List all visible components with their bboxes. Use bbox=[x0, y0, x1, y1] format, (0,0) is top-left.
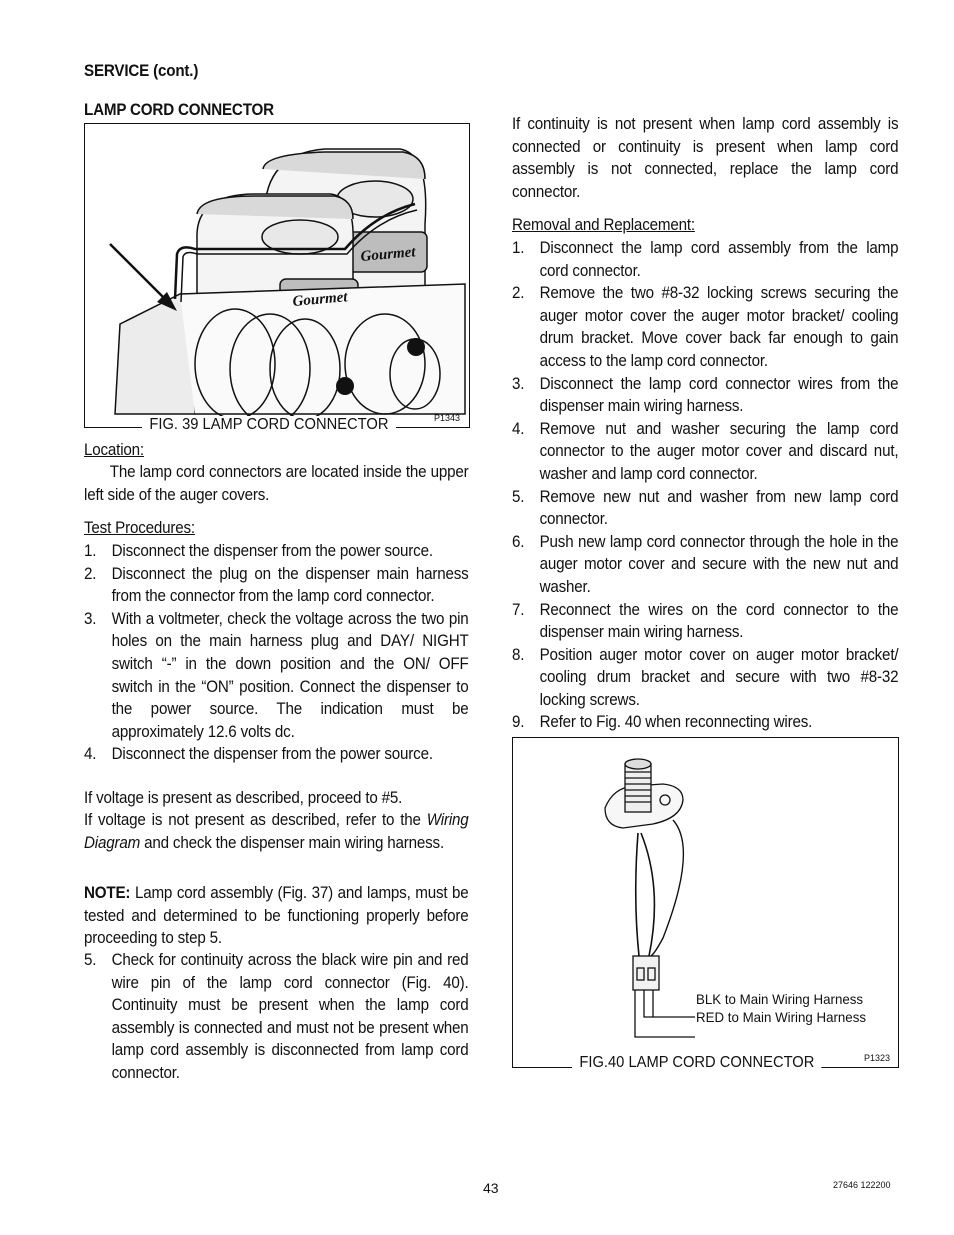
list-item: 5. Check for continuity across the black wire pin and red wire pin of the lamp cord connector (Fig. 40). Continuity must be present when the lamp cord assembly is connected and must not be present when lamp cord assembly is disconnected from lamp cord connector. bbox=[84, 951, 469, 1082]
document-code: 27646 122200 bbox=[833, 1180, 891, 1190]
list-item: 6. Push new lamp cord connector through the hole in the auger motor cover and secure with the new nut and washer. bbox=[512, 532, 899, 596]
removal-steps-list bbox=[512, 237, 898, 734]
test-steps-list bbox=[84, 540, 469, 766]
dispenser-illustration bbox=[85, 124, 468, 426]
figure-39 bbox=[84, 123, 470, 428]
section-heading: SERVICE (cont.) bbox=[84, 62, 199, 80]
if-voltage-not-present: If voltage is not present as described, refer to the Wiring Diagram and check the dispenser main wiring harness. bbox=[84, 811, 469, 852]
list-item: 5. Remove new nut and washer from new lamp cord connector. bbox=[512, 487, 899, 529]
if-voltage-present: If voltage is present as described, proceed to #5. bbox=[84, 789, 403, 807]
list-item: 9. Refer to Fig. 40 when reconnecting wires. bbox=[512, 713, 813, 732]
list-item: 3. With a voltmeter, check the voltage across the two pin holes on the main harness plug and DAY/ NIGHT switch “-” in the down position and the ON/ OFF switch in the “ON” position. Connect the dispenser to the power source. The indication must be approximately 12.6 volts dc. bbox=[84, 609, 469, 741]
list-item: 2. Remove the two #8-32 locking screws securing the auger motor cover the auger motor bracket/ cooling drum bracket. Move cover back far enough to gain access to the lamp cord connector. bbox=[512, 284, 899, 370]
red-wire-label: RED to Main Wiring Harness bbox=[696, 1009, 866, 1025]
list-item: 4. Remove nut and washer securing the lamp cord connector to the auger motor cover and discard nut, washer and lamp cord connector. bbox=[512, 419, 899, 483]
list-item: 4. Disconnect the dispenser from the power source. bbox=[84, 745, 433, 764]
blk-wire-label: BLK to Main Wiring Harness bbox=[696, 991, 864, 1007]
brand-logo-left: Gourmet bbox=[291, 289, 349, 310]
test-step-5 bbox=[84, 949, 469, 1085]
removal-heading: Removal and Replacement: bbox=[512, 216, 695, 234]
continuity-intro: If continuity is not present when lamp cord assembly is connected or continuity is present when lamp cord assembly is not connected, replace the lamp cord connector. bbox=[512, 115, 899, 201]
list-item: 1. Disconnect the dispenser from the power source. bbox=[84, 542, 433, 560]
fig39-caption: FIG. 39 LAMP CORD CONNECTOR bbox=[142, 416, 396, 434]
subsection-heading: LAMP CORD CONNECTOR bbox=[84, 101, 274, 119]
list-item: 7. Reconnect the wires on the cord connector to the dispenser main wiring harness. bbox=[512, 600, 899, 642]
page-number: 43 bbox=[483, 1180, 499, 1196]
test-procedures-heading: Test Procedures: bbox=[84, 519, 195, 537]
list-item: 2. Disconnect the plug on the dispenser main harness from the connector from the lamp cord connector. bbox=[84, 564, 469, 606]
list-item: 1. Disconnect the lamp cord assembly from the lamp cord connector. bbox=[512, 239, 899, 280]
fig39-code: P1343 bbox=[434, 413, 461, 423]
location-text: The lamp cord connectors are located inside the upper left side of the auger covers. bbox=[84, 463, 469, 504]
list-item: 3. Disconnect the lamp cord connector wires from the dispenser main wiring harness. bbox=[512, 374, 899, 416]
fig40-code: P1323 bbox=[864, 1053, 891, 1063]
list-item: 8. Position auger motor cover on auger motor bracket/ cooling drum bracket and secure with two #8-32 locking screws. bbox=[512, 645, 899, 709]
fig40-caption: FIG.40 LAMP CORD CONNECTOR bbox=[572, 1054, 822, 1072]
location-heading: Location: bbox=[84, 441, 144, 459]
brand-logo-right: Gourmet bbox=[359, 244, 417, 265]
note-paragraph: NOTE: Lamp cord assembly (Fig. 37) and lamps, must be tested and determined to be functioning properly before proceeding to step 5. bbox=[84, 884, 469, 948]
